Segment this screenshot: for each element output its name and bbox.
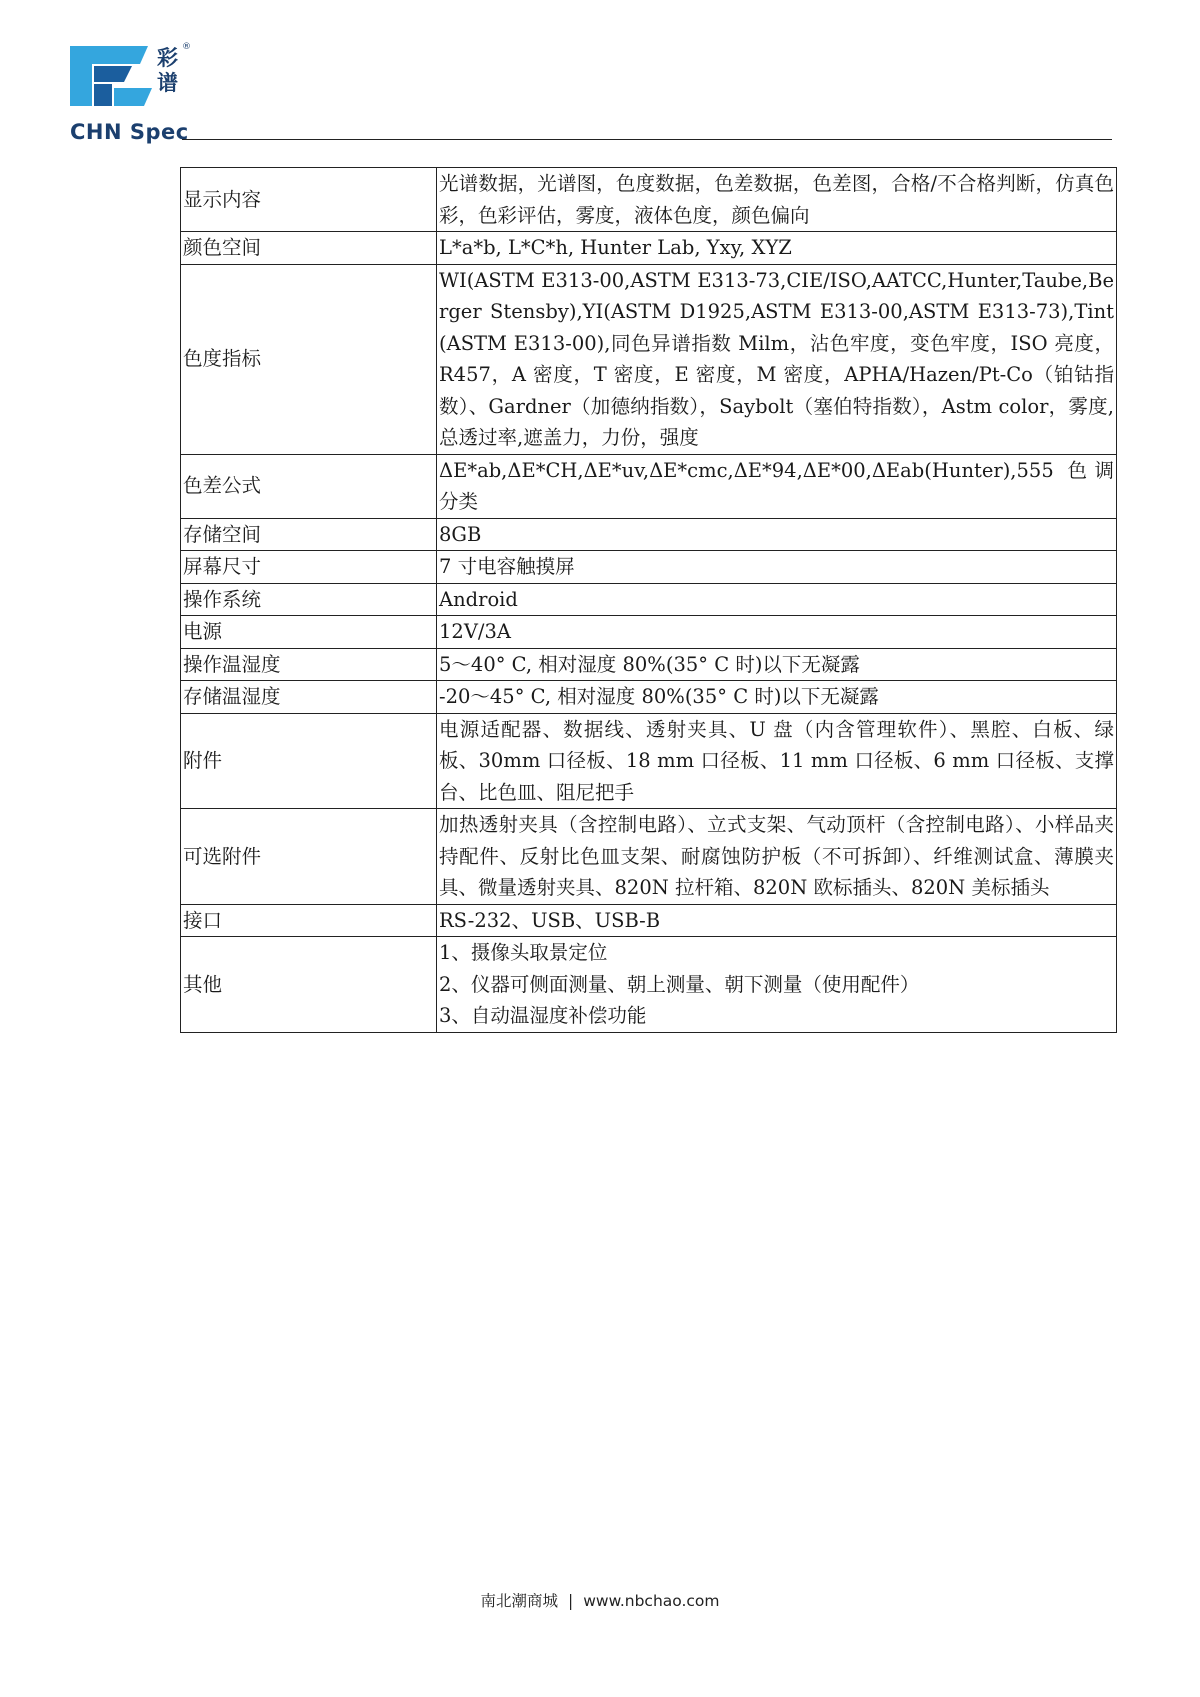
spec-value: ΔE*ab,ΔE*CH,ΔE*uv,ΔE*cmc,ΔE*94,ΔE*00,ΔEab(Hunter),555 色调分类 bbox=[437, 454, 1117, 518]
spec-value: RS-232、USB、USB-B bbox=[437, 904, 1117, 937]
spec-label: 附件 bbox=[181, 713, 437, 809]
spec-label: 颜色空间 bbox=[181, 232, 437, 265]
spec-value: -20～45° C, 相对湿度 80%(35° C 时)以下无凝露 bbox=[437, 681, 1117, 714]
logo-brand-cn-2: 谱 bbox=[157, 71, 178, 95]
table-row bbox=[181, 904, 1117, 937]
footer-site-name: 南北潮商城 bbox=[480, 1592, 558, 1610]
spec-table-body bbox=[181, 168, 1117, 1033]
spec-label: 色差公式 bbox=[181, 454, 437, 518]
spec-value-line: 1、摄像头取景定位 bbox=[439, 941, 608, 964]
spec-value: 电源适配器、数据线、透射夹具、U 盘（内含管理软件）、黑腔、白板、绿板、30mm 口径板、18 mm 口径板、11 mm 口径板、6 mm 口径板、支撑台、比色皿、阻尼把手 bbox=[437, 713, 1117, 809]
spec-value: 12V/3A bbox=[437, 616, 1117, 649]
logo-brand-cn-1: 彩 bbox=[157, 46, 178, 70]
spec-value: 加热透射夹具（含控制电路）、立式支架、气动顶杆（含控制电路）、小样品夹持配件、反射比色皿支架、耐腐蚀防护板（不可拆卸）、纤维测试盒、薄膜夹具、微量透射夹具、820N 拉杆箱、820N 欧标插头、820N 美标插头 bbox=[437, 809, 1117, 905]
spec-label: 其他 bbox=[181, 937, 437, 1033]
table-row bbox=[181, 232, 1117, 265]
spec-value: Android bbox=[437, 583, 1117, 616]
logo-brand-en: CHN Spec bbox=[70, 120, 189, 144]
spec-label: 存储温湿度 bbox=[181, 681, 437, 714]
table-row bbox=[181, 809, 1117, 905]
table-row bbox=[181, 937, 1117, 1033]
spec-label: 操作系统 bbox=[181, 583, 437, 616]
header-divider bbox=[182, 139, 1112, 140]
logo-brand-cn bbox=[157, 46, 181, 96]
page-footer bbox=[0, 1589, 1200, 1611]
spec-value: L*a*b, L*C*h, Hunter Lab, Yxy, XYZ bbox=[437, 232, 1117, 265]
table-row bbox=[181, 713, 1117, 809]
table-row bbox=[181, 681, 1117, 714]
spec-value: WI(ASTM E313-00,ASTM E313-73,CIE/ISO,AATCC,Hunter,Taube,Berger Stensby),YI(ASTM D1925,ASTM E313-00,ASTM E313-73),Tint(ASTM E313-00),同色异谱指数 Milm，沾色牢度，变色牢度，ISO 亮度，R457，A 密度，T 密度，E 密度，M 密度，APHA/Hazen/Pt-Co（铂钴指数）、Gardner（加德纳指数），Saybolt（塞伯特指数），Astm color，雾度,总透过率,遮盖力，力份，强度 bbox=[437, 264, 1117, 454]
spec-label: 操作温湿度 bbox=[181, 648, 437, 681]
table-row bbox=[181, 583, 1117, 616]
spec-value: 5～40° C, 相对湿度 80%(35° C 时)以下无凝露 bbox=[437, 648, 1117, 681]
spec-value bbox=[437, 937, 1117, 1033]
table-row bbox=[181, 648, 1117, 681]
spec-label: 色度指标 bbox=[181, 264, 437, 454]
spec-value: 光谱数据，光谱图，色度数据，色差数据，色差图，合格/不合格判断，仿真色彩，色彩评估，雾度，液体色度，颜色偏向 bbox=[437, 168, 1117, 232]
spec-label: 接口 bbox=[181, 904, 437, 937]
table-row bbox=[181, 551, 1117, 584]
table-row bbox=[181, 454, 1117, 518]
table-row bbox=[181, 616, 1117, 649]
page-header bbox=[70, 42, 1110, 146]
spec-label: 存储空间 bbox=[181, 518, 437, 551]
table-row bbox=[181, 518, 1117, 551]
spec-value-line: 3、自动温湿度补偿功能 bbox=[439, 1004, 647, 1027]
table-row bbox=[181, 264, 1117, 454]
footer-separator: | bbox=[567, 1592, 574, 1610]
footer-url-link[interactable]: www.nbchao.com bbox=[583, 1592, 720, 1610]
spec-label: 电源 bbox=[181, 616, 437, 649]
spec-label: 显示内容 bbox=[181, 168, 437, 232]
spec-table bbox=[180, 167, 1117, 1033]
spec-label: 屏幕尺寸 bbox=[181, 551, 437, 584]
spec-value-line: 2、仪器可侧面测量、朝上测量、朝下测量（使用配件） bbox=[439, 972, 920, 996]
spec-label: 可选附件 bbox=[181, 809, 437, 905]
spec-value: 8GB bbox=[437, 518, 1117, 551]
table-row bbox=[181, 168, 1117, 232]
registered-mark: ® bbox=[182, 42, 191, 52]
spec-value: 7 寸电容触摸屏 bbox=[437, 551, 1117, 584]
